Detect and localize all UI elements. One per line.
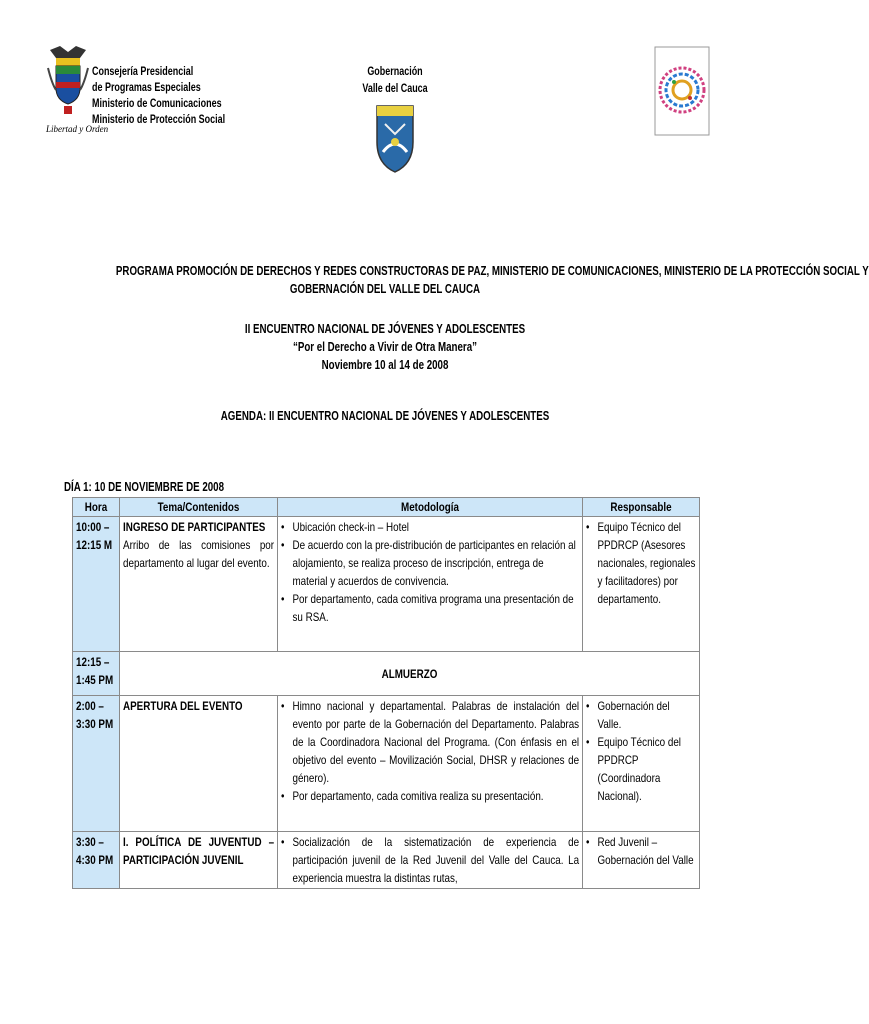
table-row [73,832,700,889]
table-row [73,696,700,832]
col-header-tema: Tema/Contenidos [120,498,278,517]
lunch-cell: ALMUERZO [120,652,700,696]
gobernacion-line: Gobernación [367,66,423,78]
col-header-hora: Hora [73,498,120,517]
time-cell: 3:30 – 4:30 PM [73,832,120,889]
list-item: • Himno nacional y departamental. Palabras de instalación del evento por parte de la Gobernación del Departamento. Palabras de la Coordinadora Nacional del Programa. (Con énfasis en el objetivo del evento – Movilización Social, DHSR y relaciones de género). [281,697,579,787]
time-cell: 10:00 – 12:15 M [73,517,120,652]
topic-cell [120,517,278,652]
topic-cell [120,832,278,889]
methodology-cell [278,517,583,652]
ministry-line: Ministerio de Protección Social [92,114,226,126]
list-item: • Red Juvenil – Gobernación del Valle [586,833,696,869]
slogan: “Por el Derecho a Vivir de Otra Manera” [292,340,478,354]
table-row [73,652,700,696]
coat-caption: Libertad y Orden [46,124,109,134]
list-item: • Por departamento, cada comitiva realiza su presentación. [281,787,579,805]
colombia-coat-of-arms-icon [46,44,90,122]
table-header-row [73,498,700,517]
list-item: • De acuerdo con la pre-distribución de participantes en relación al alojamiento, se realiza proceso de inscripción, entrega de material y acuerdos de convivencia. [281,536,579,590]
topic-title: INGRESO DE PARTICIPANTES [123,520,266,534]
col-header-responsable: Responsable [583,498,700,517]
program-title-line2: GOBERNACIÓN DEL VALLE DEL CAUCA [289,282,481,296]
responsible-cell [583,696,700,832]
list-item: • Socialización de la sistematización de experiencia de participación juvenil de la Red Juvenil del Valle del Cauca. La experiencia muestra la distintas rutas, [281,833,579,887]
header-left [46,44,256,144]
responsible-cell [583,517,700,652]
time-cell: 12:15 – 1:45 PM [73,652,120,696]
agenda-title: AGENDA: II ENCUENTRO NACIONAL DE JÓVENES Y ADOLESCENTES [220,409,550,423]
header-center [330,64,460,174]
agenda-table [72,497,700,889]
program-title-line1: PROGRAMA PROMOCIÓN DE DERECHOS Y REDES CONSTRUCTORAS DE PAZ, MINISTERIO DE COMUNICACIONES, MINISTERIO DE LA PROTECCIÓN SOCIAL Y [115,264,869,278]
list-item: • Ubicación check-in – Hotel [281,518,579,536]
list-item: • Equipo Técnico del PPDRCP (Asesores nacionales, regionales y facilitadores) por departamento. [586,518,696,608]
topic-title: APERTURA DEL EVENTO [123,699,243,713]
day-heading: DÍA 1: 10 DE NOVIEMBRE DE 2008 [64,480,225,494]
topic-text: Arribo de las comisiones por departamento al lugar del evento. [123,538,275,570]
list-item: • Gobernación del Valle. [586,697,696,733]
event-dates: Noviembre 10 al 14 de 2008 [321,358,449,372]
topic-cell [120,696,278,832]
valle-del-cauca-shield-icon [373,102,417,174]
ministry-names [92,64,225,128]
document-titles [40,262,869,425]
ministry-line: de Programas Especiales [92,82,201,94]
program-seal-icon [654,46,710,136]
topic-title: I. POLÍTICA DE JUVENTUD – PARTICIPACIÓN JUVENIL [123,835,275,867]
table-row [73,517,700,652]
responsible-cell [583,832,700,889]
methodology-cell [278,696,583,832]
list-item: • Por departamento, cada comitiva programa una presentación de su RSA. [281,590,579,626]
methodology-cell [278,832,583,889]
encuentro-title: II ENCUENTRO NACIONAL DE JÓVENES Y ADOLESCENTES [244,322,526,336]
ministry-line: Consejería Presidencial [92,66,194,78]
time-cell: 2:00 – 3:30 PM [73,696,120,832]
col-header-metodologia: Metodología [278,498,583,517]
valle-line: Valle del Cauca [362,83,428,95]
list-item: • Equipo Técnico del PPDRCP (Coordinadora Nacional). [586,733,696,805]
ministry-line: Ministerio de Comunicaciones [92,98,222,110]
